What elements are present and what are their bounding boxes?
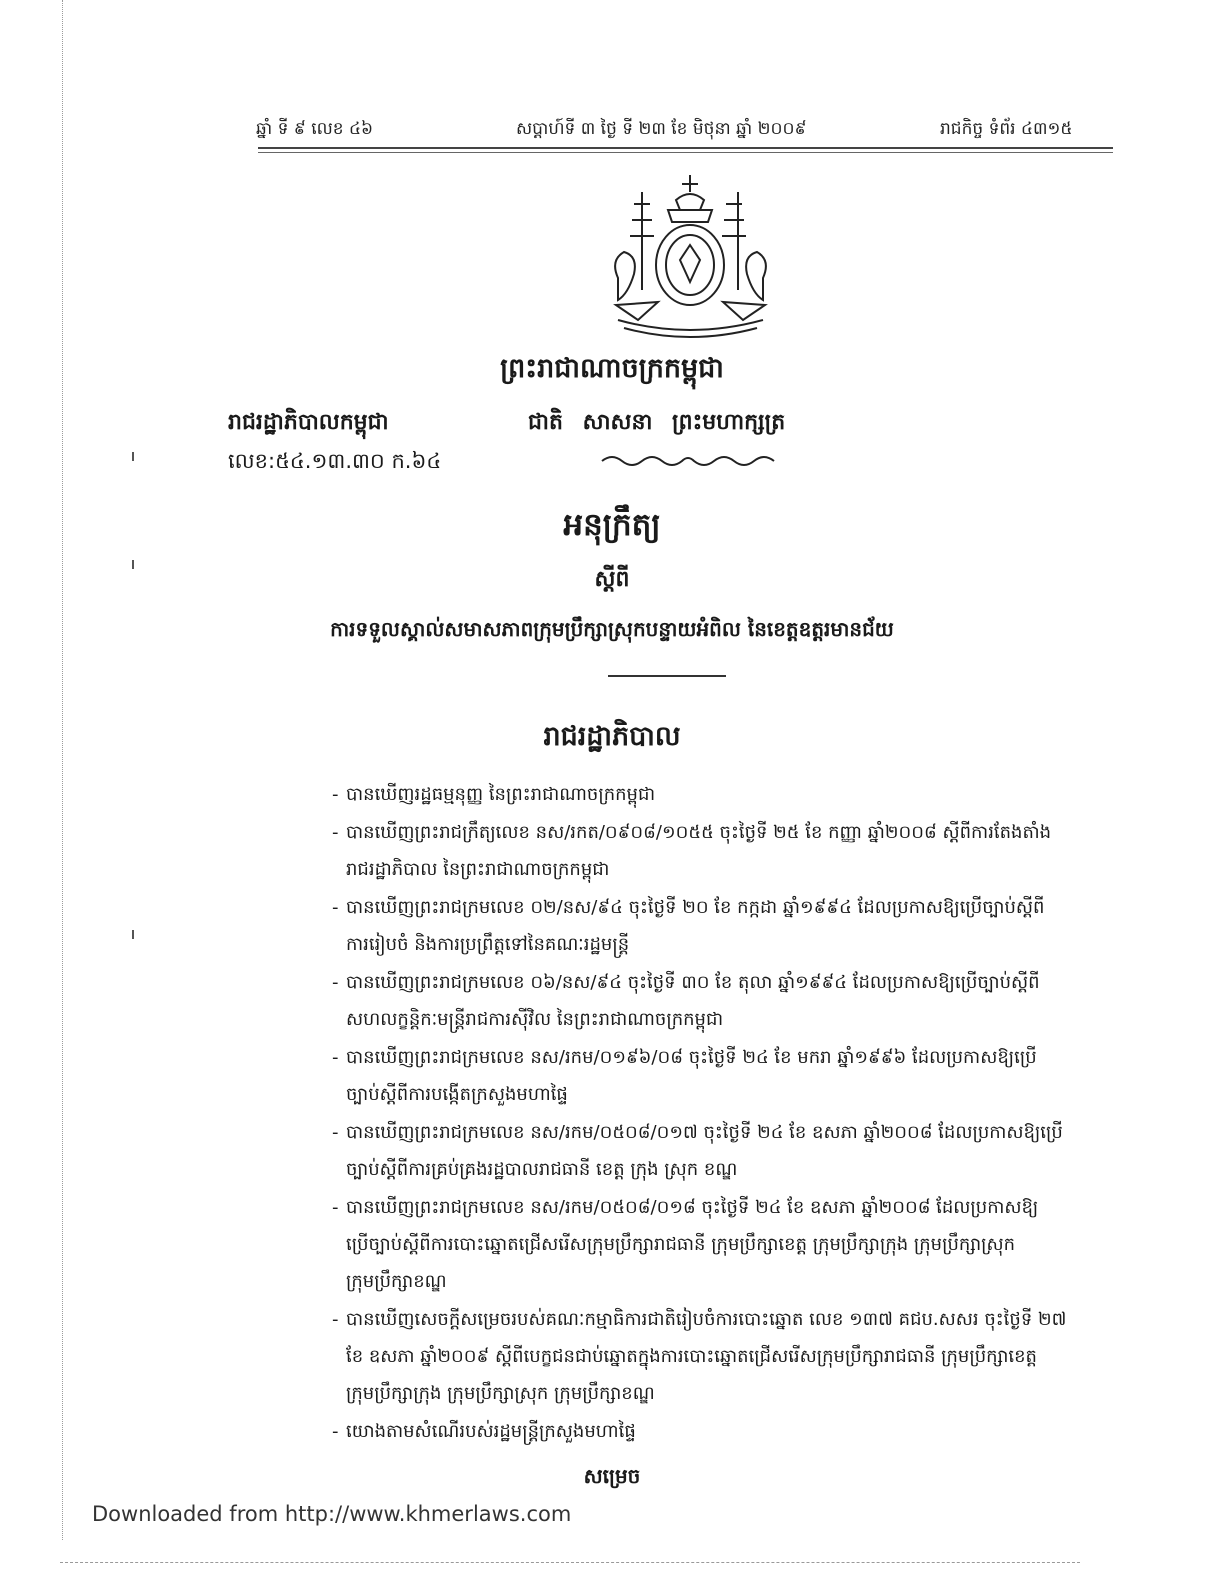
list-item: - បានឃើញព្រះរាជក្រមលេខ នស/រកម/០១៩៦/០៨ ចុះថ្ងៃទី ២៤ ខែ មករា ឆ្នាំ១៩៩៦ ដែលប្រកាសឱ្យប្រើ ច្បាប់ស្តីពីការបង្កើតក្រសួងមហាផ្ទៃ [332, 1039, 1132, 1113]
clause-line: ខែ ឧសភា ឆ្នាំ២០០៩ ស្តីពីបេក្ខជនជាប់ឆ្នោតក្នុងការបោះឆ្នោតជ្រើសរើសក្រុមប្រឹក្សារាជធានី ក្រុមប្រឹក្សាខេត្ត [346, 1346, 1037, 1367]
government-heading: រាជរដ្ឋាភិបាលកម្ពុជា [228, 410, 389, 435]
clause-line: បានឃើញព្រះរាជក្រមលេខ នស/រកម/០៥០៨/០១៨ ចុះថ្ងៃទី ២៤ ខែ ឧសភា ឆ្នាំ២០០៨ ដែលប្រកាសឱ្យ [346, 1197, 1039, 1218]
national-motto: ជាតិ សាសនា ព្រះមហាក្សត្រ [528, 410, 786, 435]
list-item: - បានឃើញរដ្ឋធម្មនុញ្ញ នៃព្រះរាជាណាចក្រកម្ពុជា [332, 784, 656, 805]
source-footer: Downloaded from http://www.khmerlaws.com [92, 1502, 572, 1526]
clause-line: ច្បាប់ស្តីពីការបង្កើតក្រសួងមហាផ្ទៃ [346, 1084, 568, 1105]
document-subject: ការទទួលស្គាល់សមាសភាពក្រុមប្រឹក្សាស្រុកបន្ទាយអំពិល នៃខេត្តឧត្តរមានជ័យ [330, 617, 894, 641]
list-item: - យោងតាមសំណើរបស់រដ្ឋមន្ត្រីក្រសួងមហាផ្ទៃ [332, 1421, 636, 1442]
gazette-page: រាជកិច្ច ទំព័រ ៤៣១៥ [940, 119, 1073, 139]
list-item: - បានឃើញព្រះរាជក្រមលេខ នស/រកម/០៥០៨/០១៨ ចុះថ្ងៃទី ២៤ ខែ ឧសភា ឆ្នាំ២០០៨ ដែលប្រកាសឱ្យ ប្រើច្បាប់ស្តីពីការបោះឆ្នោតជ្រើសរើសក្រុមប្រឹក្សារាជធានី ក្រុមប្រឹក្សាខេត្ត ក្រុមប្រឹក្សាក្រុង ក្រុមប្រឹក្សាស្រុក ក្រុមប្រឹក្សាខណ្ឌ [332, 1189, 1132, 1300]
royal-coat-of-arms-icon [598, 170, 783, 340]
clause-line: បានឃើញរដ្ឋធម្មនុញ្ញ នៃព្រះរាជាណាចក្រកម្ពុជា [346, 784, 656, 805]
header-rule-thin [258, 152, 1113, 153]
ornamental-flourish-icon [600, 453, 776, 469]
gazette-date: សប្តាហ៍ទី ៣ ថ្ងៃ ទី ២៣ ខែ មិថុនា ឆ្នាំ ២០០៩ [516, 119, 807, 139]
list-item: - បានឃើញសេចក្តីសម្រេចរបស់គណៈកម្មាធិការជាតិរៀបចំការបោះឆ្នោត លេខ ១៣៧ គជប.សសរ ចុះថ្ងៃទី ២៧ ខែ ឧសភា ឆ្នាំ២០០៩ ស្តីពីបេក្ខជនជាប់ឆ្នោតក្នុងការបោះឆ្នោតជ្រើសរើសក្រុមប្រឹក្សារាជធានី ក្រុមប្រឹក្សាខេត្ត ក្រុមប្រឹក្សាក្រុង ក្រុមប្រឹក្សាស្រុក ក្រុមប្រឹក្សាខណ្ឌ [332, 1301, 1132, 1412]
clause-line: បានឃើញសេចក្តីសម្រេចរបស់គណៈកម្មាធិការជាតិរៀបចំការបោះឆ្នោត លេខ ១៣៧ គជប.សសរ ចុះថ្ងៃទី ២៧ [346, 1309, 1067, 1330]
clause-line: ក្រុមប្រឹក្សាខណ្ឌ [346, 1271, 447, 1292]
clause-line: រាជរដ្ឋាភិបាល នៃព្រះរាជាណាចក្រកម្ពុជា [346, 859, 610, 880]
scan-mark [132, 452, 134, 461]
clause-line: ច្បាប់ស្តីពីការគ្រប់គ្រងរដ្ឋបាលរាជធានី ខេត្ត ក្រុង ស្រុក ខណ្ឌ [346, 1159, 738, 1180]
list-item: - បានឃើញព្រះរាជក្រមលេខ ០២/នស/៩៤ ចុះថ្ងៃទី ២០ ខែ កក្កដា ឆ្នាំ១៩៩៤ ដែលប្រកាសឱ្យប្រើច្បាប់ស្តីពី ការរៀបចំ និងការប្រព្រឹត្តទៅនៃគណៈរដ្ឋមន្ត្រី [332, 889, 1132, 963]
divider [608, 675, 726, 677]
document-number: លេខ:៥៤.១៣.៣០ ក.៦៤ [228, 449, 442, 473]
clause-line: ប្រើច្បាប់ស្តីពីការបោះឆ្នោតជ្រើសរើសក្រុមប្រឹក្សារាជធានី ក្រុមប្រឹក្សាខេត្ត ក្រុមប្រឹក្សាក្រុង ក្រុមប្រឹក្សាស្រុក [346, 1234, 1016, 1255]
header-rule [258, 147, 1113, 149]
clause-line: បានឃើញព្រះរាជក្រមលេខ ០២/នស/៩៤ ចុះថ្ងៃទី ២០ ខែ កក្កដា ឆ្នាំ១៩៩៤ ដែលប្រកាសឱ្យប្រើច្បាប់ស្តីពី [346, 897, 1045, 918]
scan-edge-bottom [60, 1562, 1080, 1563]
decision-heading: សម្រេច [583, 1464, 641, 1488]
clause-line: យោងតាមសំណើរបស់រដ្ឋមន្ត្រីក្រសួងមហាផ្ទៃ [346, 1421, 636, 1442]
clause-line: សហលក្ខន្តិកៈមន្ត្រីរាជការស៊ីវិល នៃព្រះរាជាណាចក្រកម្ពុជា [346, 1009, 724, 1030]
list-item: - បានឃើញព្រះរាជក្រមលេខ នស/រកម/០៥០៨/០១៧ ចុះថ្ងៃទី ២៤ ខែ ឧសភា ឆ្នាំ២០០៨ ដែលប្រកាសឱ្យប្រើ ច្បាប់ស្តីពីការគ្រប់គ្រងរដ្ឋបាលរាជធានី ខេត្ត ក្រុង ស្រុក ខណ្ឌ [332, 1114, 1132, 1188]
issuer-heading: រាជរដ្ឋាភិបាល [543, 721, 681, 752]
document-title: អនុក្រឹត្យ [563, 507, 661, 543]
clause-line: បានឃើញព្រះរាជក្រមលេខ នស/រកម/០៥០៨/០១៧ ចុះថ្ងៃទី ២៤ ខែ ឧសភា ឆ្នាំ២០០៨ ដែលប្រកាសឱ្យប្រើ [346, 1122, 1063, 1143]
list-item: - បានឃើញព្រះរាជក្រមលេខ ០៦/នស/៩៤ ចុះថ្ងៃទី ៣០ ខែ តុលា ឆ្នាំ១៩៩៤ ដែលប្រកាសឱ្យប្រើច្បាប់ស្តីពី សហលក្ខន្តិកៈមន្ត្រីរាជការស៊ីវិល នៃព្រះរាជាណាចក្រកម្ពុជា [332, 964, 1132, 1038]
scan-edge [62, 0, 63, 1540]
list-item: - បានឃើញព្រះរាជក្រឹត្យលេខ នស/រកត/០៩០៨/១០៥៥ ចុះថ្ងៃទី ២៥ ខែ កញ្ញា ឆ្នាំ២០០៨ ស្តីពីការតែងតាំង រាជរដ្ឋាភិបាល នៃព្រះរាជាណាចក្រកម្ពុជា [332, 814, 1132, 888]
preamble-clauses [332, 776, 1132, 1451]
concerning-label: ស្តីពី [594, 567, 630, 592]
kingdom-heading: ព្រះរាជាណាចក្រកម្ពុជា [500, 353, 724, 384]
scan-mark [132, 930, 134, 939]
clause-line: បានឃើញព្រះរាជក្រមលេខ ០៦/នស/៩៤ ចុះថ្ងៃទី ៣០ ខែ តុលា ឆ្នាំ១៩៩៤ ដែលប្រកាសឱ្យប្រើច្បាប់ស្តីពី [346, 972, 1040, 993]
gazette-issue: ឆ្នាំ ទី ៩ លេខ ៤៦ [256, 119, 374, 139]
clause-line: ក្រុមប្រឹក្សាក្រុង ក្រុមប្រឹក្សាស្រុក ក្រុមប្រឹក្សាខណ្ឌ [346, 1383, 655, 1404]
clause-line: ការរៀបចំ និងការប្រព្រឹត្តទៅនៃគណៈរដ្ឋមន្ត្រី [346, 934, 630, 955]
clause-line: បានឃើញព្រះរាជក្រមលេខ នស/រកម/០១៩៦/០៨ ចុះថ្ងៃទី ២៤ ខែ មករា ឆ្នាំ១៩៩៦ ដែលប្រកាសឱ្យប្រើ [346, 1047, 1037, 1068]
clause-line: បានឃើញព្រះរាជក្រឹត្យលេខ នស/រកត/០៩០៨/១០៥៥ ចុះថ្ងៃទី ២៥ ខែ កញ្ញា ឆ្នាំ២០០៨ ស្តីពីការតែងតាំង [346, 822, 1052, 843]
